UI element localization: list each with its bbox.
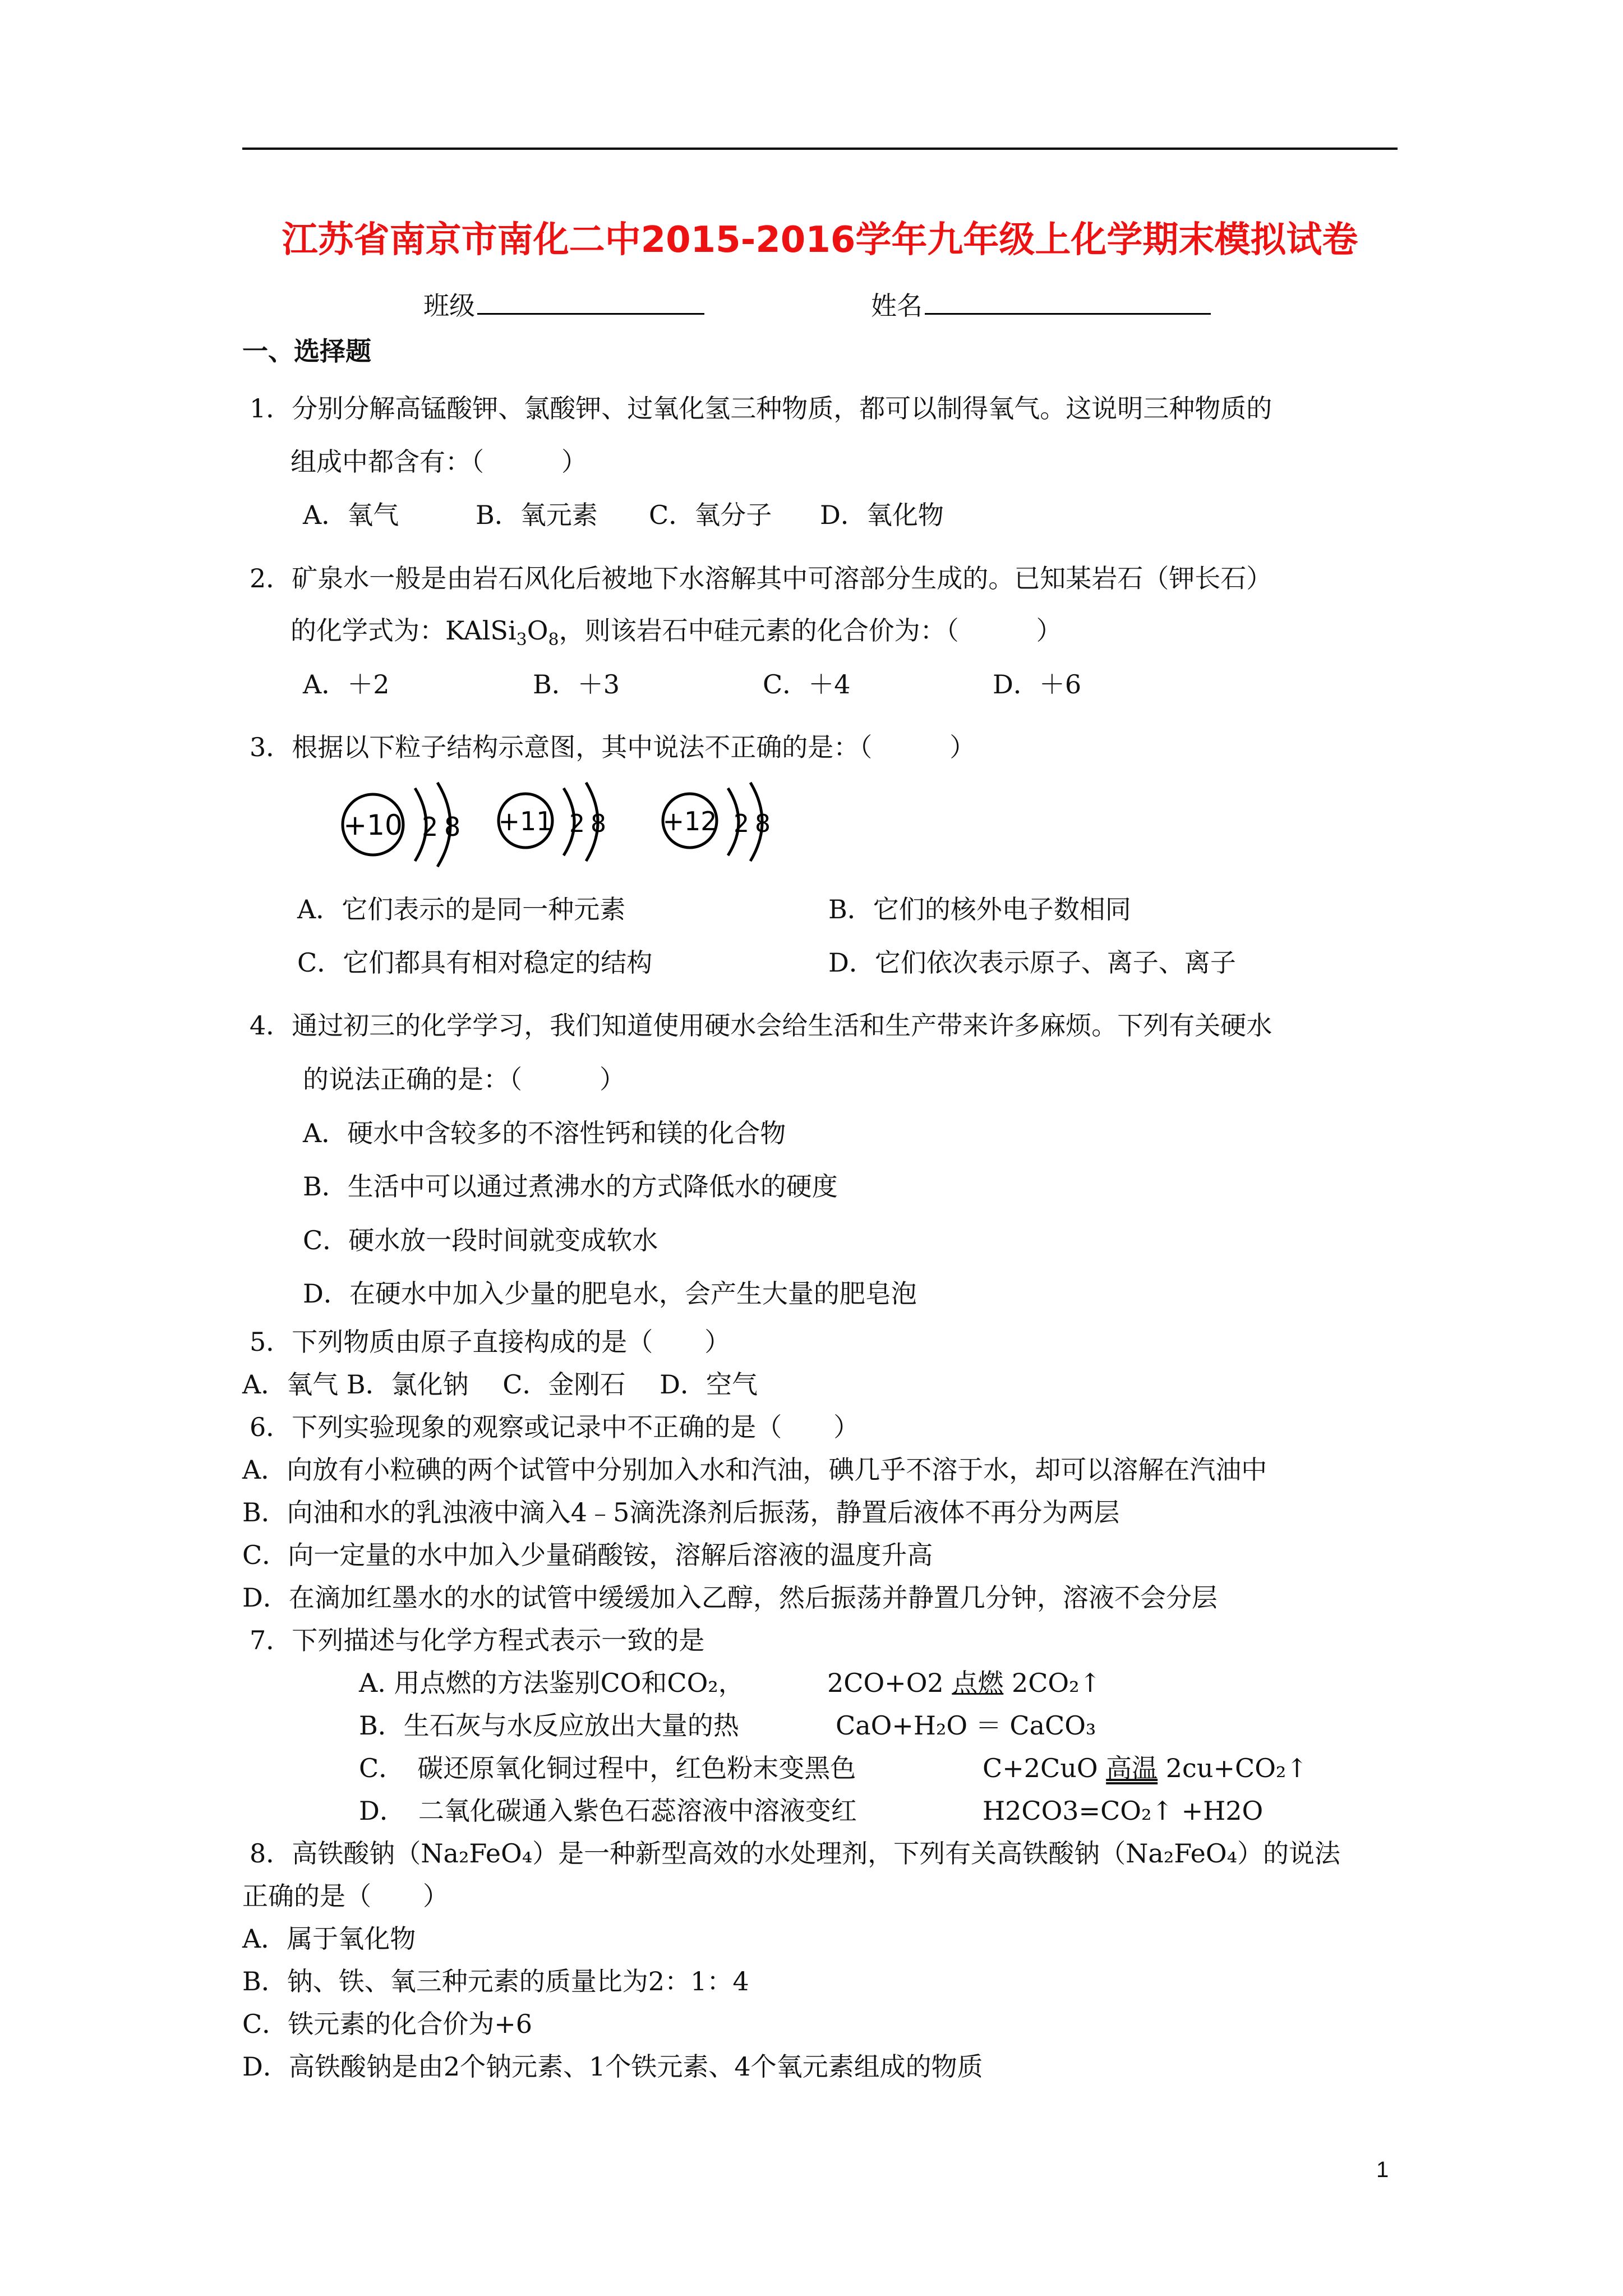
q1-option-b[interactable]: B．氧元素 (476, 500, 598, 530)
q5-stem: 5．下列物质由原子直接构成的是（ ） (250, 1327, 731, 1357)
q3-option-d[interactable]: D．它们依次表示原子、离子、离子 (828, 947, 1236, 978)
q4-stem-line2: 的说法正确的是：（ ） (303, 1064, 625, 1094)
q7-stem: 7．下列描述与化学方程式表示一致的是 (250, 1625, 705, 1655)
name-field (871, 287, 1211, 321)
name-blank[interactable] (925, 287, 1211, 315)
q2-option-a[interactable]: A．＋2 (303, 669, 390, 700)
svg-text:2: 2 (569, 809, 585, 838)
q7-option-c-equation: C+2CuO 高温 2cu+CO₂↑ (983, 1753, 1308, 1783)
q6-option-b[interactable]: B．向油和水的乳浊液中滴入4﹣5滴洗涤剂后振荡，静置后液体不再分为两层 (242, 1497, 1120, 1527)
particle-diagram-3 (662, 783, 771, 861)
svg-text:+12: +12 (662, 806, 717, 836)
q8-stem-line1: 8．高铁酸钠（Na₂FeO₄）是一种新型高效的水处理剂，下列有关高铁酸钠（Na₂FeO₄）的说法 (250, 1838, 1341, 1869)
q8-option-b[interactable]: B．钠、铁、氧三种元素的质量比为2：1：4 (242, 1966, 749, 1996)
q1-option-c[interactable]: C．氧分子 (649, 500, 772, 530)
class-label: 班级 (423, 291, 475, 321)
condition-ignite: 点燃 (952, 1668, 1004, 1698)
q8-option-c[interactable]: C．铁元素的化合价为+6 (242, 2009, 533, 2039)
q6-stem: 6．下列实验现象的观察或记录中不正确的是（ ） (250, 1412, 860, 1442)
svg-text:8: 8 (444, 812, 461, 842)
q2-option-b[interactable]: B．＋3 (533, 669, 620, 700)
q7-option-d-equation: H2CO3=CO₂↑ +H2O (983, 1796, 1264, 1826)
q7-option-b-desc[interactable]: B．生石灰与水反应放出大量的热 (359, 1710, 739, 1741)
q7-option-c-desc[interactable]: C． 碳还原氧化铜过程中，红色粉末变黑色 (359, 1753, 856, 1783)
class-blank[interactable] (477, 287, 704, 315)
q6-option-c[interactable]: C．向一定量的水中加入少量硝酸铵，溶解后溶液的温度升高 (242, 1540, 933, 1570)
q6-option-d[interactable]: D．在滴加红墨水的水的试管中缓缓加入乙醇，然后振荡并静置几分钟，溶液不会分层 (242, 1582, 1218, 1613)
page-number: 1 (1376, 2157, 1389, 2182)
svg-text:2: 2 (422, 812, 439, 842)
q4-option-c[interactable]: C．硬水放一段时间就变成软水 (303, 1225, 658, 1255)
class-field (423, 287, 704, 321)
q7-option-b-equation: CaO+H₂O ＝ CaCO₃ (836, 1710, 1096, 1741)
q1-stem-line1: 1．分别分解高锰酸钾、氯酸钾、过氧化氢三种物质，都可以制得氧气。这说明三种物质的 (250, 393, 1272, 424)
svg-text:+10: +10 (343, 809, 403, 841)
q3-option-a[interactable]: A．它们表示的是同一种元素 (297, 894, 626, 924)
q4-option-a[interactable]: A．硬水中含较多的不溶性钙和镁的化合物 (303, 1118, 786, 1148)
svg-text:2: 2 (734, 809, 749, 838)
q1-option-a[interactable]: A．氧气 (303, 500, 399, 530)
svg-text:+11: +11 (498, 806, 553, 836)
page-title: 江苏省南京市南化二中2015-2016学年九年级上化学期末模拟试卷 (282, 219, 1358, 261)
svg-text:8: 8 (755, 809, 771, 838)
particle-diagram-1 (343, 783, 460, 867)
q2-stem-line1: 2．矿泉水一般是由岩石风化后被地下水溶解其中可溶部分生成的。已知某岩石（钾长石） (250, 563, 1272, 593)
q1-option-d[interactable]: D．氧化物 (820, 500, 944, 530)
particle-diagrams (336, 777, 780, 875)
q3-option-b[interactable]: B．它们的核外电子数相同 (828, 894, 1131, 924)
section-heading: 一、选择题 (242, 336, 371, 366)
q3-stem: 3．根据以下粒子结构示意图，其中说法不正确的是：（ ） (250, 732, 976, 762)
q2-option-c[interactable]: C．＋4 (763, 669, 851, 700)
name-label: 姓名 (871, 291, 923, 321)
q6-option-a[interactable]: A．向放有小粒碘的两个试管中分别加入水和汽油，碘几乎不溶于水，却可以溶解在汽油中 (242, 1455, 1267, 1485)
q5-options[interactable]: A．氧气 B．氯化钠 C．金刚石 D．空气 (242, 1369, 758, 1400)
q8-option-a[interactable]: A．属于氧化物 (242, 1924, 416, 1954)
q4-option-d[interactable]: D．在硬水中加入少量的肥皂水，会产生大量的肥皂泡 (303, 1278, 917, 1309)
q3-option-c[interactable]: C．它们都具有相对稳定的结构 (297, 947, 653, 978)
q8-stem-line2: 正确的是（ ） (242, 1881, 449, 1911)
q7-option-d-desc[interactable]: D． 二氧化碳通入紫色石蕊溶液中溶液变红 (359, 1796, 857, 1826)
q4-stem-line1: 4．通过初三的化学学习，我们知道使用硬水会给生活和生产带来许多麻烦。下列有关硬水 (250, 1010, 1272, 1041)
condition-high-temp: 高温 (1106, 1753, 1158, 1783)
q2-stem-line2: 的化学式为：$KAlSi_3O_8$，则该岩石中硅元素的化合价为：（ ） (291, 615, 1062, 650)
q7-option-a-desc[interactable]: A. 用点燃的方法鉴别CO和CO₂， (359, 1668, 744, 1698)
q7-option-a-equation: 2CO+O2 点燃 2CO₂↑ (827, 1668, 1101, 1698)
svg-text:8: 8 (591, 809, 606, 838)
q2-option-d[interactable]: D．＋6 (993, 669, 1082, 700)
q4-option-b[interactable]: B．生活中可以通过煮沸水的方式降低水的硬度 (303, 1171, 838, 1202)
q8-option-d[interactable]: D．高铁酸钠是由2个钠元素、1个铁元素、4个氧元素组成的物质 (242, 2051, 983, 2082)
header-rule (242, 148, 1398, 150)
particle-diagram-2 (498, 783, 606, 861)
q1-stem-line2: 组成中都含有：（ ） (291, 447, 587, 477)
